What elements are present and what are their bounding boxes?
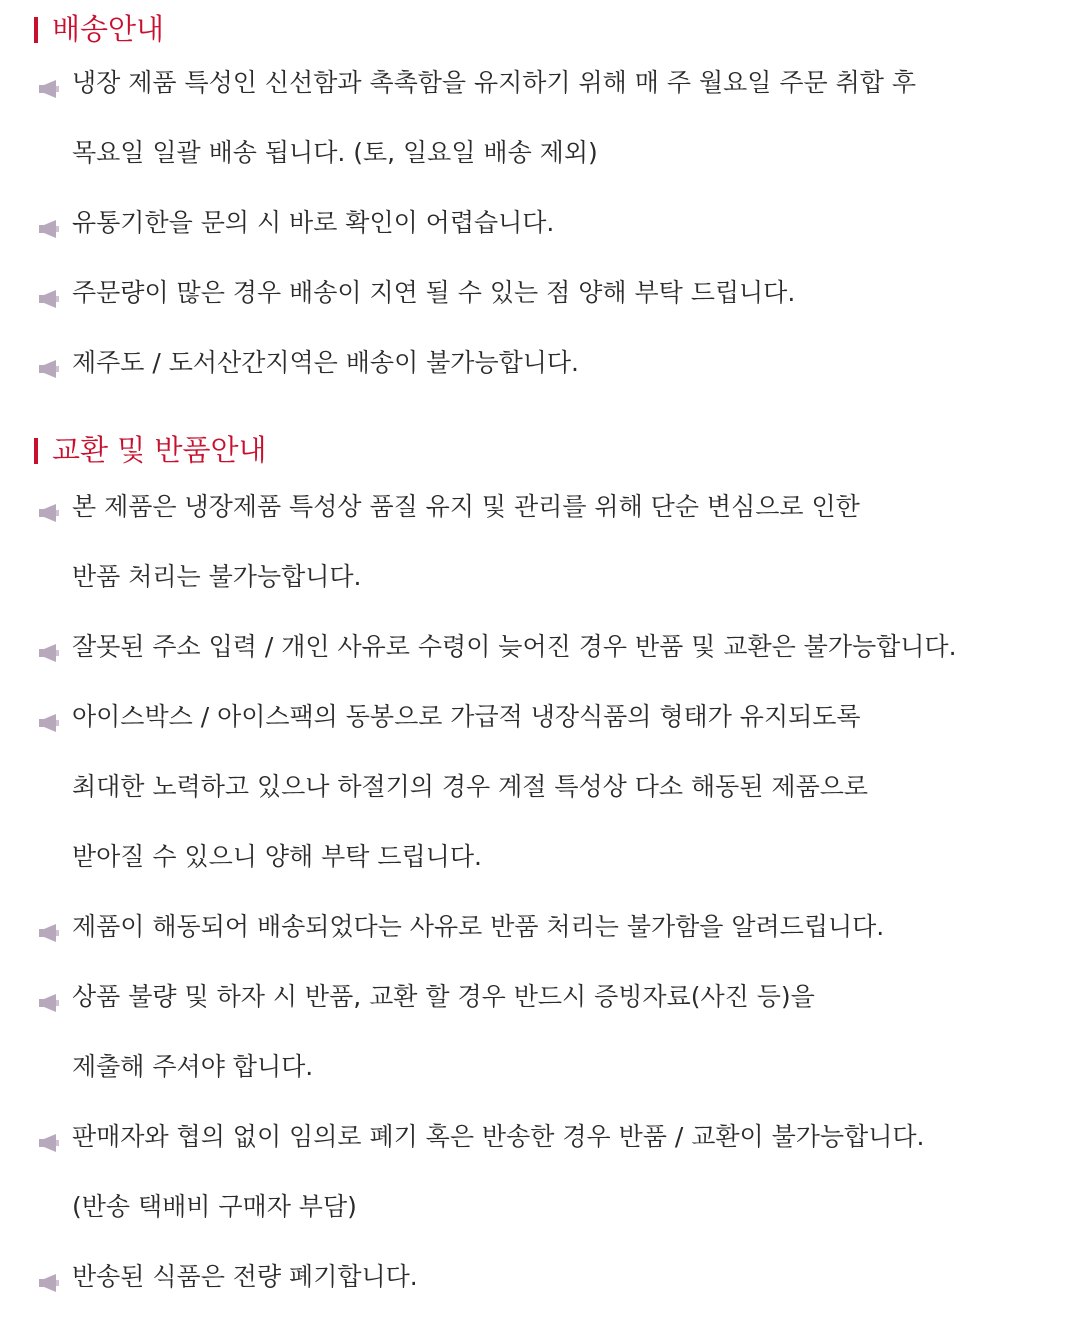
shipping-item <box>38 277 1048 347</box>
notice-line: 제주도 / 도서산간지역은 배송이 불가능합니다. <box>72 348 580 377</box>
returns-item <box>38 981 1048 1121</box>
megaphone-icon <box>38 284 60 302</box>
megaphone-icon <box>38 708 60 726</box>
megaphone-icon <box>38 74 60 92</box>
title-accent-bar <box>34 438 38 464</box>
notice-line: 제출해 주셔야 합니다. <box>72 1052 314 1081</box>
shipping-title-text: 배송안내 <box>52 12 165 46</box>
shipping-item <box>38 207 1048 277</box>
notice-line: 반품 처리는 불가능합니다. <box>72 562 362 591</box>
megaphone-icon <box>38 214 60 232</box>
notice-line: 주문량이 많은 경우 배송이 지연 될 수 있는 점 양해 부탁 드립니다. <box>72 278 796 307</box>
shipping-section-title <box>30 12 164 46</box>
megaphone-icon <box>38 638 60 656</box>
notice-line: 본 제품은 냉장제품 특성상 품질 유지 및 관리를 위해 단순 변심으로 인한 <box>72 492 860 521</box>
megaphone-icon <box>38 988 60 1006</box>
notice-line: 판매자와 협의 없이 임의로 폐기 혹은 반송한 경우 반품 / 교환이 불가능합니다. <box>72 1122 925 1151</box>
notice-line: 유통기한을 문의 시 바로 확인이 어렵습니다. <box>72 208 555 237</box>
returns-item <box>38 911 1048 981</box>
notice-line: 잘못된 주소 입력 / 개인 사유로 수령이 늦어진 경우 반품 및 교환은 불가능합니다. <box>72 632 957 661</box>
notice-line: (반송 택배비 구매자 부담) <box>72 1192 357 1221</box>
returns-item <box>38 1121 1048 1261</box>
megaphone-icon <box>38 498 60 516</box>
returns-title-text: 교환 및 반품안내 <box>52 433 267 467</box>
returns-section-title <box>30 433 267 467</box>
notice-line: 제품이 해동되어 배송되었다는 사유로 반품 처리는 불가함을 알려드립니다. <box>72 912 885 941</box>
notice-line: 반송된 식품은 전량 폐기합니다. <box>72 1262 418 1291</box>
notice-line: 상품 불량 및 하자 시 반품, 교환 할 경우 반드시 증빙자료(사진 등)을 <box>72 982 815 1011</box>
notice-line: 목요일 일괄 배송 됩니다. (토, 일요일 배송 제외) <box>72 138 598 167</box>
shipping-item <box>38 67 1048 207</box>
notice-line: 최대한 노력하고 있으나 하절기의 경우 계절 특성상 다소 해동된 제품으로 <box>72 772 869 801</box>
megaphone-icon <box>38 1128 60 1146</box>
title-accent-bar <box>34 17 38 43</box>
returns-item <box>38 701 1048 911</box>
megaphone-icon <box>38 918 60 936</box>
shipping-item <box>38 347 1048 417</box>
notice-line: 아이스박스 / 아이스팩의 동봉으로 가급적 냉장식품의 형태가 유지되도록 <box>72 702 861 731</box>
notice-line: 받아질 수 있으니 양해 부탁 드립니다. <box>72 842 482 871</box>
returns-item <box>38 491 1048 631</box>
megaphone-icon <box>38 354 60 372</box>
returns-item <box>38 631 1048 701</box>
notice-line: 냉장 제품 특성인 신선함과 촉촉함을 유지하기 위해 매 주 월요일 주문 취합 후 <box>72 68 917 97</box>
megaphone-icon <box>38 1268 60 1286</box>
